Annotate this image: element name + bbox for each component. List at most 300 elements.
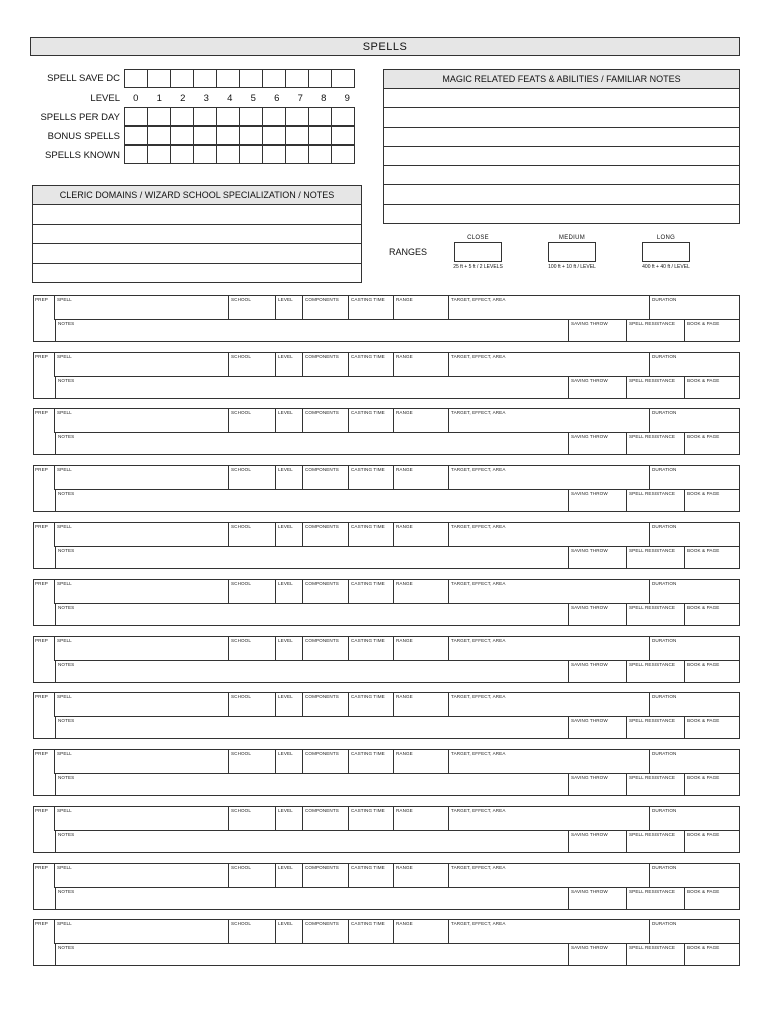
book-page-label: BOOK & PAGE [687, 434, 720, 439]
stat-cell[interactable] [147, 107, 171, 126]
spell-entry [33, 636, 740, 683]
casting-time-field[interactable] [349, 864, 394, 887]
school-label: SCHOOL [231, 524, 252, 529]
target-field[interactable] [449, 750, 650, 773]
stat-cell[interactable] [239, 107, 263, 126]
spell-resistance-field[interactable] [627, 377, 685, 399]
casting-time-field[interactable] [349, 637, 394, 660]
spell-name-field[interactable] [55, 920, 229, 943]
duration-field[interactable] [650, 523, 741, 546]
spell-bottom-row [55, 831, 739, 853]
saving-throw-label: SAVING THROW [571, 434, 608, 439]
target-field[interactable] [449, 920, 650, 943]
stat-cell[interactable] [147, 145, 171, 164]
components-field[interactable] [303, 523, 349, 546]
notes-field[interactable] [56, 661, 569, 683]
school-label: SCHOOL [231, 808, 252, 813]
spell-entry [33, 806, 740, 853]
stat-cell[interactable] [308, 107, 332, 126]
stat-cell[interactable] [170, 145, 194, 164]
range-field[interactable] [394, 750, 449, 773]
spell-resistance-field[interactable] [627, 717, 685, 739]
range-label: RANGE [396, 581, 413, 586]
stat-cell[interactable] [262, 107, 286, 126]
spell-top-row [55, 580, 739, 604]
level-field[interactable] [276, 523, 303, 546]
spell-name-field[interactable] [55, 693, 229, 716]
prep-field[interactable] [34, 353, 55, 377]
spell-resistance-field[interactable] [627, 944, 685, 966]
spell-name-field[interactable] [55, 580, 229, 603]
school-field[interactable] [229, 920, 276, 943]
range-long-formula: 400 ft + 40 ft / LEVEL [642, 264, 690, 270]
level-field[interactable] [276, 750, 303, 773]
book-page-field[interactable] [685, 831, 741, 853]
range-close [443, 235, 513, 270]
prep-field[interactable] [34, 523, 55, 547]
stat-cell[interactable] [124, 69, 148, 88]
notes-label: NOTES [58, 378, 75, 383]
target-field[interactable] [449, 523, 650, 546]
duration-field[interactable] [650, 864, 741, 887]
notes-line[interactable] [384, 205, 739, 224]
spell-resistance-field[interactable] [627, 831, 685, 853]
level-number: 8 [321, 93, 327, 104]
level-label: LEVEL [278, 467, 293, 472]
spell-name-label: SPELL [57, 694, 72, 699]
book-page-field[interactable] [685, 377, 741, 399]
book-page-label: BOOK & PAGE [687, 945, 720, 950]
spell-name-label: SPELL [57, 921, 72, 926]
spell-bottom-row [55, 944, 739, 966]
spell-resistance-label: SPELL RESISTANCE [629, 662, 676, 667]
spell-bottom-row [55, 377, 739, 399]
spell-resistance-field[interactable] [627, 433, 685, 455]
level-field[interactable] [276, 637, 303, 660]
prep-field[interactable] [34, 920, 55, 944]
components-field[interactable] [303, 750, 349, 773]
notes-label: NOTES [58, 321, 75, 326]
casting-time-label: CASTING TIME [351, 638, 385, 643]
prep-field[interactable] [34, 409, 55, 433]
notes-line[interactable] [384, 108, 739, 127]
stat-cell[interactable] [170, 126, 194, 145]
book-page-field[interactable] [685, 320, 741, 342]
stat-cell[interactable] [285, 145, 309, 164]
spell-resistance-field[interactable] [627, 661, 685, 683]
components-field[interactable] [303, 693, 349, 716]
stat-cell[interactable] [331, 126, 355, 145]
saving-throw-field[interactable] [569, 944, 627, 966]
notes-label: NOTES [58, 718, 75, 723]
target-field[interactable] [449, 637, 650, 660]
components-field[interactable] [303, 296, 349, 319]
range-field[interactable] [394, 296, 449, 319]
spell-top-row [55, 523, 739, 547]
range-field[interactable] [394, 807, 449, 830]
school-field[interactable] [229, 523, 276, 546]
spell-bottom-row [55, 490, 739, 512]
components-field[interactable] [303, 353, 349, 376]
ranges-label: RANGES [389, 247, 428, 257]
prep-field[interactable] [34, 466, 55, 490]
prep-label: PREP [35, 638, 48, 643]
level-field[interactable] [276, 466, 303, 489]
notes-line[interactable] [33, 225, 361, 245]
casting-time-label: CASTING TIME [351, 808, 385, 813]
spell-name-field[interactable] [55, 353, 229, 376]
stat-cell[interactable] [308, 126, 332, 145]
casting-time-label: CASTING TIME [351, 524, 385, 529]
stat-cell[interactable] [124, 145, 148, 164]
stat-cell[interactable] [193, 145, 217, 164]
range-field[interactable] [394, 693, 449, 716]
spell-top-row [55, 466, 739, 490]
duration-field[interactable] [650, 296, 741, 319]
duration-field[interactable] [650, 920, 741, 943]
stat-cell[interactable] [308, 145, 332, 164]
duration-field[interactable] [650, 353, 741, 376]
components-label: COMPONENTS [305, 638, 339, 643]
casting-time-field[interactable] [349, 466, 394, 489]
components-label: COMPONENTS [305, 581, 339, 586]
target-field[interactable] [449, 693, 650, 716]
spell-name-field[interactable] [55, 807, 229, 830]
stat-cell[interactable] [285, 69, 309, 88]
school-label: SCHOOL [231, 354, 252, 359]
notes-line[interactable] [384, 128, 739, 147]
school-field[interactable] [229, 296, 276, 319]
prep-label: PREP [35, 524, 48, 529]
target-field[interactable] [449, 807, 650, 830]
stat-cell[interactable] [193, 69, 217, 88]
notes-field[interactable] [56, 377, 569, 399]
duration-field[interactable] [650, 693, 741, 716]
prep-label: PREP [35, 297, 48, 302]
spell-top-row [55, 920, 739, 944]
notes-line[interactable] [33, 244, 361, 264]
stat-cell[interactable] [239, 126, 263, 145]
casting-time-field[interactable] [349, 750, 394, 773]
components-label: COMPONENTS [305, 467, 339, 472]
notes-line[interactable] [384, 89, 739, 108]
saving-throw-field[interactable] [569, 433, 627, 455]
casting-time-label: CASTING TIME [351, 467, 385, 472]
target-field[interactable] [449, 864, 650, 887]
level-label: LEVEL [278, 751, 293, 756]
prep-field[interactable] [34, 864, 55, 888]
spell-resistance-field[interactable] [627, 888, 685, 910]
notes-line[interactable] [384, 147, 739, 166]
stat-cell[interactable] [147, 69, 171, 88]
school-field[interactable] [229, 409, 276, 432]
school-field[interactable] [229, 466, 276, 489]
range-medium-box[interactable] [548, 242, 596, 262]
school-label: SCHOOL [231, 921, 252, 926]
prep-field[interactable] [34, 750, 55, 774]
level-number: 6 [274, 93, 280, 104]
casting-time-field[interactable] [349, 296, 394, 319]
casting-time-field[interactable] [349, 353, 394, 376]
notes-line[interactable] [384, 166, 739, 185]
saving-throw-field[interactable] [569, 490, 627, 512]
spell-entry [33, 465, 740, 512]
components-field[interactable] [303, 864, 349, 887]
target-label: TARGET, EFFECT, AREA [451, 297, 506, 302]
stat-cell[interactable] [124, 107, 148, 126]
school-field[interactable] [229, 864, 276, 887]
level-field[interactable] [276, 807, 303, 830]
spell-name-field[interactable] [55, 466, 229, 489]
spell-entry [33, 919, 740, 966]
school-field[interactable] [229, 693, 276, 716]
duration-field[interactable] [650, 637, 741, 660]
notes-field[interactable] [56, 888, 569, 910]
components-field[interactable] [303, 637, 349, 660]
spell-name-label: SPELL [57, 865, 72, 870]
stat-cell[interactable] [262, 126, 286, 145]
cleric-domains-header: CLERIC DOMAINS / WIZARD SCHOOL SPECIALIZATION / NOTES [32, 185, 362, 205]
prep-field[interactable] [34, 296, 55, 320]
components-field[interactable] [303, 920, 349, 943]
spell-name-field[interactable] [55, 296, 229, 319]
book-page-field[interactable] [685, 944, 741, 966]
book-page-label: BOOK & PAGE [687, 321, 720, 326]
stat-cell[interactable] [331, 107, 355, 126]
level-label: LEVEL [278, 354, 293, 359]
saving-throw-label: SAVING THROW [571, 775, 608, 780]
book-page-field[interactable] [685, 888, 741, 910]
level-field[interactable] [276, 693, 303, 716]
spell-resistance-field[interactable] [627, 490, 685, 512]
stat-cell[interactable] [216, 107, 240, 126]
range-close-box[interactable] [454, 242, 502, 262]
casting-time-label: CASTING TIME [351, 354, 385, 359]
prep-label: PREP [35, 467, 48, 472]
stat-cell[interactable] [216, 126, 240, 145]
spell-name-label: SPELL [57, 410, 72, 415]
duration-field[interactable] [650, 466, 741, 489]
range-field[interactable] [394, 523, 449, 546]
spell-name-field[interactable] [55, 523, 229, 546]
spell-name-field[interactable] [55, 750, 229, 773]
saving-throw-field[interactable] [569, 717, 627, 739]
spell-entry [33, 408, 740, 455]
casting-time-label: CASTING TIME [351, 865, 385, 870]
spell-resistance-field[interactable] [627, 774, 685, 796]
range-field[interactable] [394, 920, 449, 943]
spell-name-field[interactable] [55, 637, 229, 660]
prep-field[interactable] [34, 693, 55, 717]
level-label: LEVEL [278, 581, 293, 586]
spell-bottom-row [55, 320, 739, 342]
spell-resistance-field[interactable] [627, 320, 685, 342]
stat-cell[interactable] [170, 107, 194, 126]
stat-cell[interactable] [216, 145, 240, 164]
range-long-box[interactable] [642, 242, 690, 262]
saving-throw-label: SAVING THROW [571, 889, 608, 894]
stat-cell[interactable] [285, 107, 309, 126]
book-page-field[interactable] [685, 547, 741, 569]
level-field[interactable] [276, 920, 303, 943]
notes-line[interactable] [33, 264, 361, 284]
level-field[interactable] [276, 409, 303, 432]
target-label: TARGET, EFFECT, AREA [451, 467, 506, 472]
stat-cell[interactable] [193, 107, 217, 126]
target-field[interactable] [449, 466, 650, 489]
stat-cell[interactable] [262, 145, 286, 164]
target-field[interactable] [449, 296, 650, 319]
duration-field[interactable] [650, 580, 741, 603]
components-field[interactable] [303, 580, 349, 603]
prep-field[interactable] [34, 807, 55, 831]
casting-time-field[interactable] [349, 523, 394, 546]
casting-time-field[interactable] [349, 920, 394, 943]
school-label: SCHOOL [231, 865, 252, 870]
school-field[interactable] [229, 580, 276, 603]
spell-name-field[interactable] [55, 409, 229, 432]
book-page-field[interactable] [685, 774, 741, 796]
saving-throw-field[interactable] [569, 377, 627, 399]
casting-time-field[interactable] [349, 580, 394, 603]
stat-cell[interactable] [239, 145, 263, 164]
stat-cell[interactable] [193, 126, 217, 145]
notes-field[interactable] [56, 490, 569, 512]
saving-throw-label: SAVING THROW [571, 548, 608, 553]
target-field[interactable] [449, 409, 650, 432]
saving-throw-field[interactable] [569, 831, 627, 853]
school-field[interactable] [229, 807, 276, 830]
spell-resistance-label: SPELL RESISTANCE [629, 945, 676, 950]
saving-throw-field[interactable] [569, 661, 627, 683]
level-field[interactable] [276, 296, 303, 319]
spell-name-label: SPELL [57, 638, 72, 643]
stat-cell[interactable] [216, 69, 240, 88]
range-field[interactable] [394, 637, 449, 660]
notes-line[interactable] [33, 205, 361, 225]
stat-cell[interactable] [170, 69, 194, 88]
saving-throw-field[interactable] [569, 547, 627, 569]
components-field[interactable] [303, 807, 349, 830]
casting-time-field[interactable] [349, 693, 394, 716]
notes-label: NOTES [58, 832, 75, 837]
target-label: TARGET, EFFECT, AREA [451, 865, 506, 870]
notes-field[interactable] [56, 604, 569, 626]
book-page-field[interactable] [685, 661, 741, 683]
saving-throw-field[interactable] [569, 604, 627, 626]
stat-cell[interactable] [285, 126, 309, 145]
spell-bottom-row [55, 661, 739, 683]
stat-cell[interactable] [239, 69, 263, 88]
stat-cell[interactable] [331, 69, 355, 88]
components-label: COMPONENTS [305, 410, 339, 415]
spell-resistance-label: SPELL RESISTANCE [629, 548, 676, 553]
duration-field[interactable] [650, 750, 741, 773]
notes-label: NOTES [58, 775, 75, 780]
prep-label: PREP [35, 354, 48, 359]
notes-field[interactable] [56, 831, 569, 853]
stat-cell[interactable] [262, 69, 286, 88]
prep-field[interactable] [34, 637, 55, 661]
spell-bottom-row [55, 717, 739, 739]
range-field[interactable] [394, 409, 449, 432]
spell-resistance-field[interactable] [627, 604, 685, 626]
notes-field[interactable] [56, 547, 569, 569]
range-field[interactable] [394, 864, 449, 887]
stat-cell[interactable] [308, 69, 332, 88]
level-number: 2 [180, 93, 186, 104]
stat-cell[interactable] [124, 126, 148, 145]
notes-field[interactable] [56, 320, 569, 342]
level-field[interactable] [276, 580, 303, 603]
notes-field[interactable] [56, 717, 569, 739]
school-label: SCHOOL [231, 297, 252, 302]
school-field[interactable] [229, 353, 276, 376]
school-field[interactable] [229, 637, 276, 660]
components-field[interactable] [303, 409, 349, 432]
notes-field[interactable] [56, 944, 569, 966]
notes-field[interactable] [56, 774, 569, 796]
saving-throw-field[interactable] [569, 888, 627, 910]
spell-bottom-row [55, 774, 739, 796]
spell-resistance-field[interactable] [627, 547, 685, 569]
target-field[interactable] [449, 580, 650, 603]
range-field[interactable] [394, 353, 449, 376]
components-field[interactable] [303, 466, 349, 489]
book-page-field[interactable] [685, 604, 741, 626]
casting-time-field[interactable] [349, 409, 394, 432]
spell-top-row [55, 637, 739, 661]
book-page-field[interactable] [685, 433, 741, 455]
level-number: 4 [227, 93, 233, 104]
notes-label: NOTES [58, 605, 75, 610]
notes-field[interactable] [56, 433, 569, 455]
school-field[interactable] [229, 750, 276, 773]
prep-field[interactable] [34, 580, 55, 604]
spell-resistance-label: SPELL RESISTANCE [629, 605, 676, 610]
range-field[interactable] [394, 466, 449, 489]
book-page-field[interactable] [685, 490, 741, 512]
casting-time-field[interactable] [349, 807, 394, 830]
saving-throw-label: SAVING THROW [571, 945, 608, 950]
saving-throw-label: SAVING THROW [571, 378, 608, 383]
level-field[interactable] [276, 864, 303, 887]
level-field[interactable] [276, 353, 303, 376]
range-field[interactable] [394, 580, 449, 603]
duration-field[interactable] [650, 409, 741, 432]
book-page-field[interactable] [685, 717, 741, 739]
target-label: TARGET, EFFECT, AREA [451, 694, 506, 699]
saving-throw-field[interactable] [569, 320, 627, 342]
spell-top-row [55, 296, 739, 320]
duration-field[interactable] [650, 807, 741, 830]
book-page-label: BOOK & PAGE [687, 491, 720, 496]
spell-top-row [55, 864, 739, 888]
level-numbers-row [124, 89, 359, 108]
spells-known-row [124, 145, 354, 164]
target-field[interactable] [449, 353, 650, 376]
magic-feats-header: MAGIC RELATED FEATS & ABILITIES / FAMILIAR NOTES [383, 69, 740, 89]
stat-cell[interactable] [331, 145, 355, 164]
prep-label: PREP [35, 865, 48, 870]
level-label: LEVEL [278, 638, 293, 643]
range-label: RANGE [396, 467, 413, 472]
spell-name-field[interactable] [55, 864, 229, 887]
notes-line[interactable] [384, 185, 739, 204]
spell-top-row [55, 750, 739, 774]
saving-throw-field[interactable] [569, 774, 627, 796]
stat-cell[interactable] [147, 126, 171, 145]
